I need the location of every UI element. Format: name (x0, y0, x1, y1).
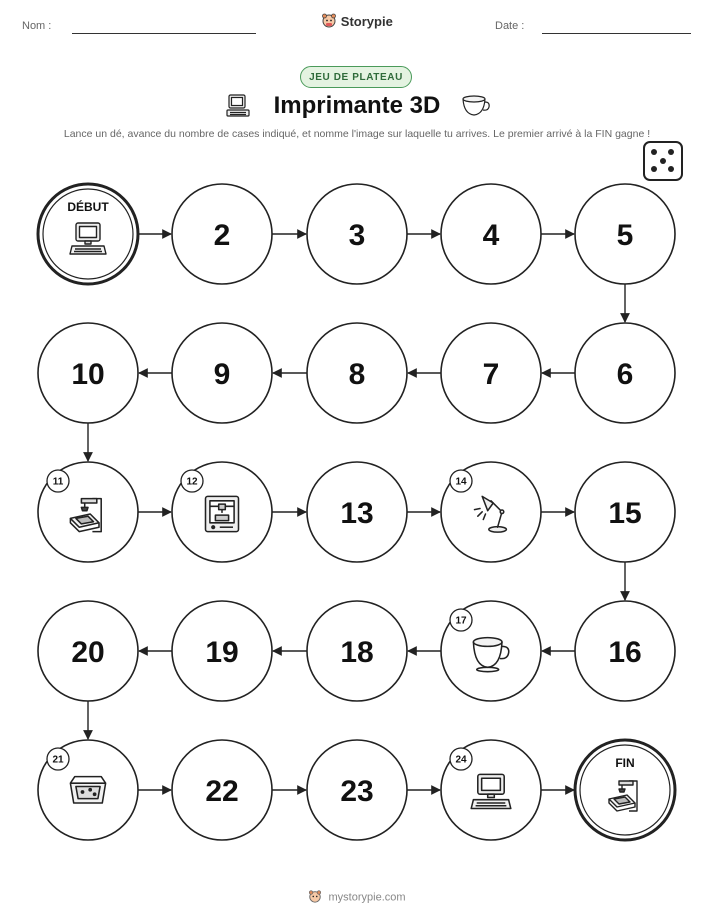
board-cell-2 (172, 184, 272, 284)
cell-number: 18 (340, 636, 374, 669)
cell-number: 20 (71, 636, 105, 669)
cell-badge-number: 24 (455, 754, 467, 766)
board-cell-18 (307, 601, 407, 701)
cell-number: 23 (340, 775, 374, 808)
name-label: Nom : (22, 20, 52, 32)
computer-icon (471, 774, 511, 808)
cell-number: 13 (340, 497, 374, 530)
cell-badge-number: 11 (52, 476, 64, 488)
board-cell-9 (172, 323, 272, 423)
board-cell-12 (172, 462, 272, 562)
footer-url: mystorypie.com (328, 891, 406, 904)
cell-badge-number: 21 (52, 754, 64, 766)
cell-number: 2 (213, 219, 231, 252)
board-cell-3 (307, 184, 407, 284)
game-type-tag: JEU DE PLATEAU (300, 66, 412, 88)
board-cell-10 (38, 323, 138, 423)
board-cell-23 (307, 740, 407, 840)
cell-label: FIN (615, 756, 635, 770)
brand-name: Storypie (340, 14, 393, 29)
storypie-logo-icon (308, 889, 322, 906)
computer-icon (70, 223, 106, 254)
board-cell-14 (441, 462, 541, 562)
cell-number: 3 (348, 219, 366, 252)
cell-number: 15 (608, 497, 642, 530)
board-cell-19 (172, 601, 272, 701)
board-cell-20 (38, 601, 138, 701)
board-cell-25 (575, 740, 675, 840)
date-label: Date : (495, 20, 525, 32)
board-cell-16 (575, 601, 675, 701)
board-cell-13 (307, 462, 407, 562)
cell-number: 9 (213, 358, 231, 391)
board-cell-21 (38, 740, 138, 840)
board-cell-4 (441, 184, 541, 284)
cell-number: 10 (71, 358, 105, 391)
board-cell-22 (172, 740, 272, 840)
cell-number: 22 (205, 775, 239, 808)
cell-badge-number: 14 (455, 476, 467, 488)
instructions: Lance un dé, avance du nombre de cases indiqué, et nomme l'image sur laquelle tu arrives. Le premier arrivé à la FIN gagne ! (63, 128, 651, 140)
cell-number: 4 (482, 219, 500, 252)
cell-number: 5 (616, 219, 634, 252)
cell-number: 19 (205, 636, 239, 669)
board-cell-5 (575, 184, 675, 284)
cell-number: 7 (482, 358, 500, 391)
footer (0, 889, 714, 906)
3d-printer-icon (206, 496, 239, 531)
board-cell-11 (38, 462, 138, 562)
cell-number: 6 (616, 358, 634, 391)
cell-number: 16 (608, 636, 642, 669)
board-cell-8 (307, 323, 407, 423)
cell-label: DÉBUT (67, 200, 109, 214)
board-cell-15 (575, 462, 675, 562)
board-cell-7 (441, 323, 541, 423)
board-cell-6 (575, 323, 675, 423)
cell-number: 8 (348, 358, 366, 391)
board-cell-1 (38, 184, 138, 284)
cell-badge-number: 12 (186, 476, 198, 488)
board-cell-24 (441, 740, 541, 840)
board-cell-17 (441, 601, 541, 701)
cell-badge-number: 17 (455, 615, 467, 627)
page-title: Imprimante 3D (273, 92, 441, 119)
